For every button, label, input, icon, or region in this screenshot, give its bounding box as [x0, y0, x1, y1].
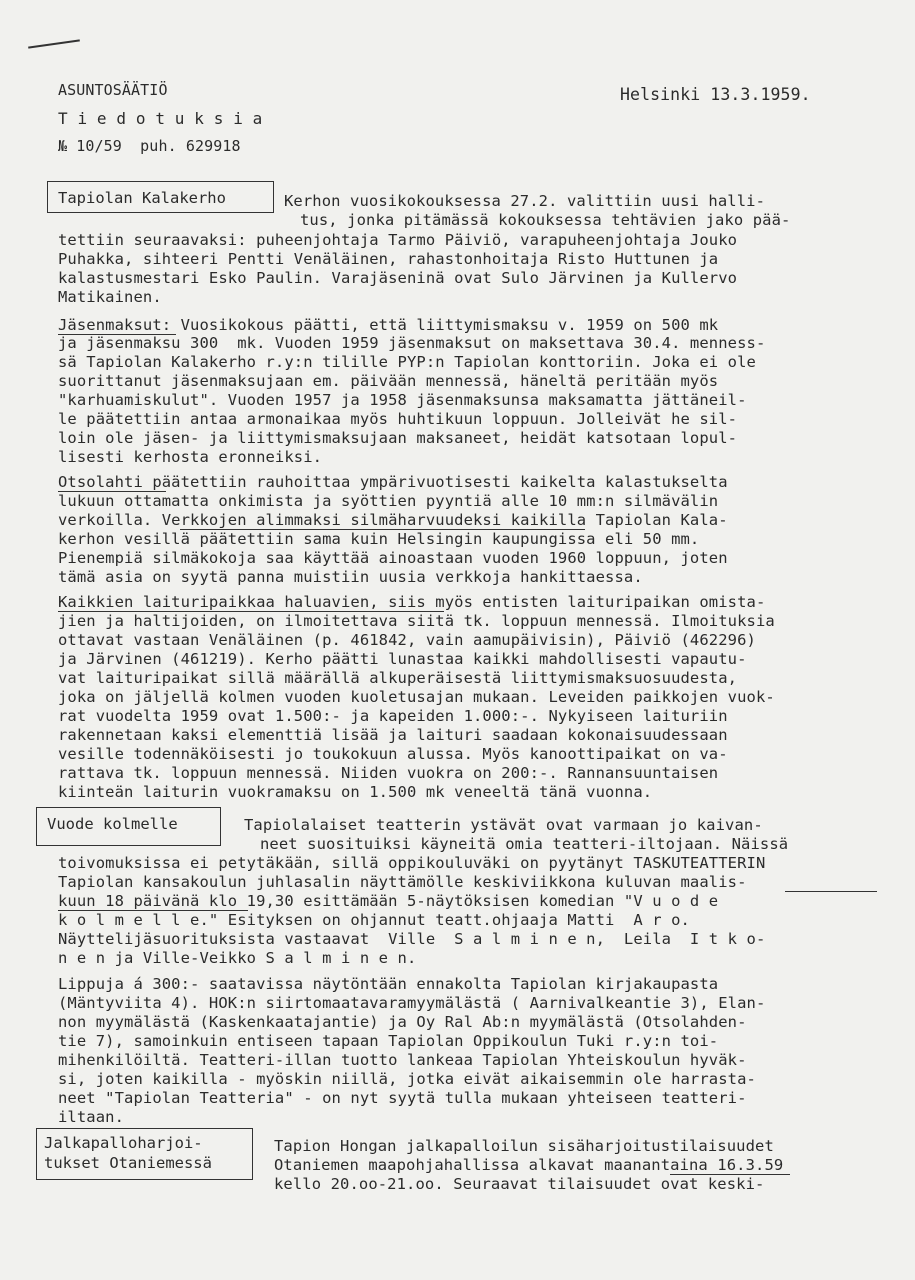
otsolahti-line-6: tämä asia on syytä panna muistiin uusia verkkoja hankittaessa. — [58, 568, 643, 586]
otsolahti-line-4: kerhon vesillä päätettiin sama kuin Helsingin kaupungissa eli 50 mm. — [58, 530, 700, 548]
otsolahti-line-1: Otsolahti päätettiin rauhoittaa ympärivuotisesti kaikelta kalastukselta — [58, 473, 728, 491]
kalakerho-line-2: tus, jonka pitämässä kokouksessa tehtävien jako pää- — [300, 211, 791, 229]
kalakerho-line-4: Puhakka, sihteeri Pentti Venäläinen, rahastonhoitaja Risto Huttunen ja — [58, 250, 719, 268]
vuode-line-7: Näyttelijäsuorituksista vastaavat Ville S a l m i n e n, Leila I t k o- — [58, 930, 766, 948]
liput-line-4: tie 7), samoinkuin entiseen tapaan Tapiolan Oppikoulun Tuki r.y:n toi- — [58, 1032, 719, 1050]
kalakerho-line-6: Matikainen. — [58, 288, 162, 306]
laituri-line-6: joka on jäljellä kolmen vuoden kuoletusajan mukaan. Leveiden paikkojen vuok- — [58, 688, 775, 706]
otsolahti-line-3: verkoilla. Verkkojen alimmaksi silmäharvuudeksi kaikilla Tapiolan Kala- — [58, 511, 728, 529]
liput-line-6: si, joten kaikilla - myöskin niillä, jotka eivät aikaisemmin ole harrasta- — [58, 1070, 756, 1088]
liput-line-2: (Mäntyviita 4). HOK:n siirtomaatavaramyymälästä ( Aarnivalkeantie 3), Elan- — [58, 994, 766, 1012]
laituri-line-7: rat vuodelta 1959 ovat 1.500:- ja kapeiden 1.000:-. Nykyiseen laituriin — [58, 707, 728, 725]
laituri-line-1: Kaikkien laituripaikkaa haluavien, siis myös entisten laituripaikan omista- — [58, 593, 766, 611]
laituri-line-5: vat laituripaikat sillä määrällä alkuperäisestä liittymismaksuosuudesta, — [58, 669, 738, 687]
liput-line-5: mihenkilöiltä. Teatteri-illan tuotto lankeaa Tapiolan Yhteiskoulun hyväk- — [58, 1051, 747, 1069]
underline-maalis — [785, 891, 877, 892]
laituri-line-3: ottavat vastaan Venäläinen (p. 461842, vain aamupäivisin), Päiviö (462296) — [58, 631, 756, 649]
kalakerho-line-1: Kerhon vuosikokouksessa 27.2. valittiin uusi halli- — [284, 192, 766, 210]
jalkapallo-line-3: kello 20.oo-21.oo. Seuraavat tilaisuudet ovat keski- — [274, 1175, 765, 1193]
vuode-line-2: neet suosituiksi käyneitä omia teatteri-iltojaan. Näissä — [260, 835, 789, 853]
vuode-line-6: k o l m e l l e." Esityksen on ohjannut teatt.ohjaaja Matti A r o. — [58, 911, 690, 929]
liput-line-8: iltaan. — [58, 1108, 125, 1126]
section-heading-vuode: Vuode kolmelle — [47, 815, 178, 833]
org-name: ASUNTOSÄÄTIÖ — [58, 81, 168, 99]
issue-number: № 10/59 puh. 629918 — [58, 137, 241, 155]
laituri-line-11: kiinteän laiturin vuokramaksu on 1.500 mk veneeltä tänä vuonna. — [58, 783, 653, 801]
bulletin-title: T i e d o t u k s i a — [58, 109, 263, 128]
vuode-line-5: kuun 18 päivänä klo 19,30 esittämään 5-näytöksisen komedian "V u o d e — [58, 892, 719, 910]
jasenmaksut-line-1: Jäsenmaksut: Vuosikokous päätti, että liittymismaksu v. 1959 on 500 mk — [58, 316, 719, 334]
laituri-line-2: jien ja haltijoiden, on ilmoitettava siitä tk. loppuun mennessä. Ilmoituksia — [58, 612, 775, 630]
vuode-line-8: n e n ja Ville-Veikko S a l m i n e n. — [58, 949, 417, 967]
vuode-line-1: Tapiolalaiset teatterin ystävät ovat varmaan jo kaivan- — [244, 816, 763, 834]
jasenmaksut-line-7: loin ole jäsen- ja liittymismaksujaan maksaneet, heidät katsotaan lopul- — [58, 429, 738, 447]
jalkapallo-line-1: Tapion Hongan jalkapalloilun sisäharjoitustilaisuudet — [274, 1137, 774, 1155]
vuode-line-3: toivomuksissa ei petytäkään, sillä oppikouluväki on pyytänyt TASKUTEATTERIN — [58, 854, 766, 872]
liput-line-7: neet "Tapiolan Teatteria" - on nyt syytä tulla mukaan yhteiseen teatteri- — [58, 1089, 747, 1107]
liput-line-1: Lippuja á 300:- saatavissa näytöntään ennakolta Tapiolan kirjakaupasta — [58, 975, 719, 993]
jasenmaksut-line-2: ja jäsenmaksu 300 mk. Vuoden 1959 jäsenmaksut on maksettava 30.4. menness- — [58, 334, 766, 352]
jasenmaksut-line-8: lisesti kerhosta eronneiksi. — [58, 448, 323, 466]
jasenmaksut-line-4: suorittanut jäsenmaksujaan em. päivään mennessä, häneltä peritään myös — [58, 372, 719, 390]
kalakerho-line-3: tettiin seuraavaksi: puheenjohtaja Tarmo Päiviö, varapuheenjohtaja Jouko — [58, 231, 738, 249]
liput-line-3: non myymälästä (Kaskenkaatajantie) ja Oy Ral Ab:n myymälästä (Otsolahden- — [58, 1013, 747, 1031]
jasenmaksut-line-5: "karhuamiskulut". Vuoden 1957 ja 1958 jäsenmaksunsa maksamatta jättäneil- — [58, 391, 747, 409]
otsolahti-line-5: Pienempiä silmäkokoja saa käyttää ainoastaan vuoden 1960 loppuun, joten — [58, 549, 728, 567]
kalakerho-line-5: kalastusmestari Esko Paulin. Varajäseninä ovat Sulo Järvinen ja Kullervo — [58, 269, 738, 287]
section-heading-kalakerho: Tapiolan Kalakerho — [58, 189, 226, 207]
laituri-line-9: vesille todennäköisesti jo toukokuun alussa. Myös kanoottipaikat on va- — [58, 745, 728, 763]
otsolahti-line-2: lukuun ottamatta onkimista ja syöttien pyyntiä alle 10 mm:n silmävälin — [58, 492, 719, 510]
section-heading-jalkapallo-2: tukset Otaniemessä — [44, 1154, 212, 1172]
section-heading-jalkapallo-1: Jalkapalloharjoi- — [44, 1134, 203, 1152]
jalkapallo-line-2: Otaniemen maapohjahallissa alkavat maanantaina 16.3.59 — [274, 1156, 784, 1174]
laituri-line-4: ja Järvinen (461219). Kerho päätti lunastaa kaikki mahdollisesti vapautu- — [58, 650, 747, 668]
corner-dash — [28, 39, 80, 48]
laituri-line-10: rattava tk. loppuun mennessä. Niiden vuokra on 200:-. Rannansuuntaisen — [58, 764, 719, 782]
vuode-line-4: Tapiolan kansakoulun juhlasalin näyttämölle keskiviikkona kuluvan maalis- — [58, 873, 747, 891]
place-date: Helsinki 13.3.1959. — [620, 85, 811, 104]
laituri-line-8: rakennetaan kaksi elementtiä lisää ja laituri saadaan kokonaisuudessaan — [58, 726, 728, 744]
jasenmaksut-line-3: sä Tapiolan Kalakerho r.y:n tilille PYP:n Tapiolan konttoriin. Joka ei ole — [58, 353, 756, 371]
jasenmaksut-line-6: le päätettiin antaa armonaikaa myös huhtikuun loppuun. Jolleivät he sil- — [58, 410, 738, 428]
